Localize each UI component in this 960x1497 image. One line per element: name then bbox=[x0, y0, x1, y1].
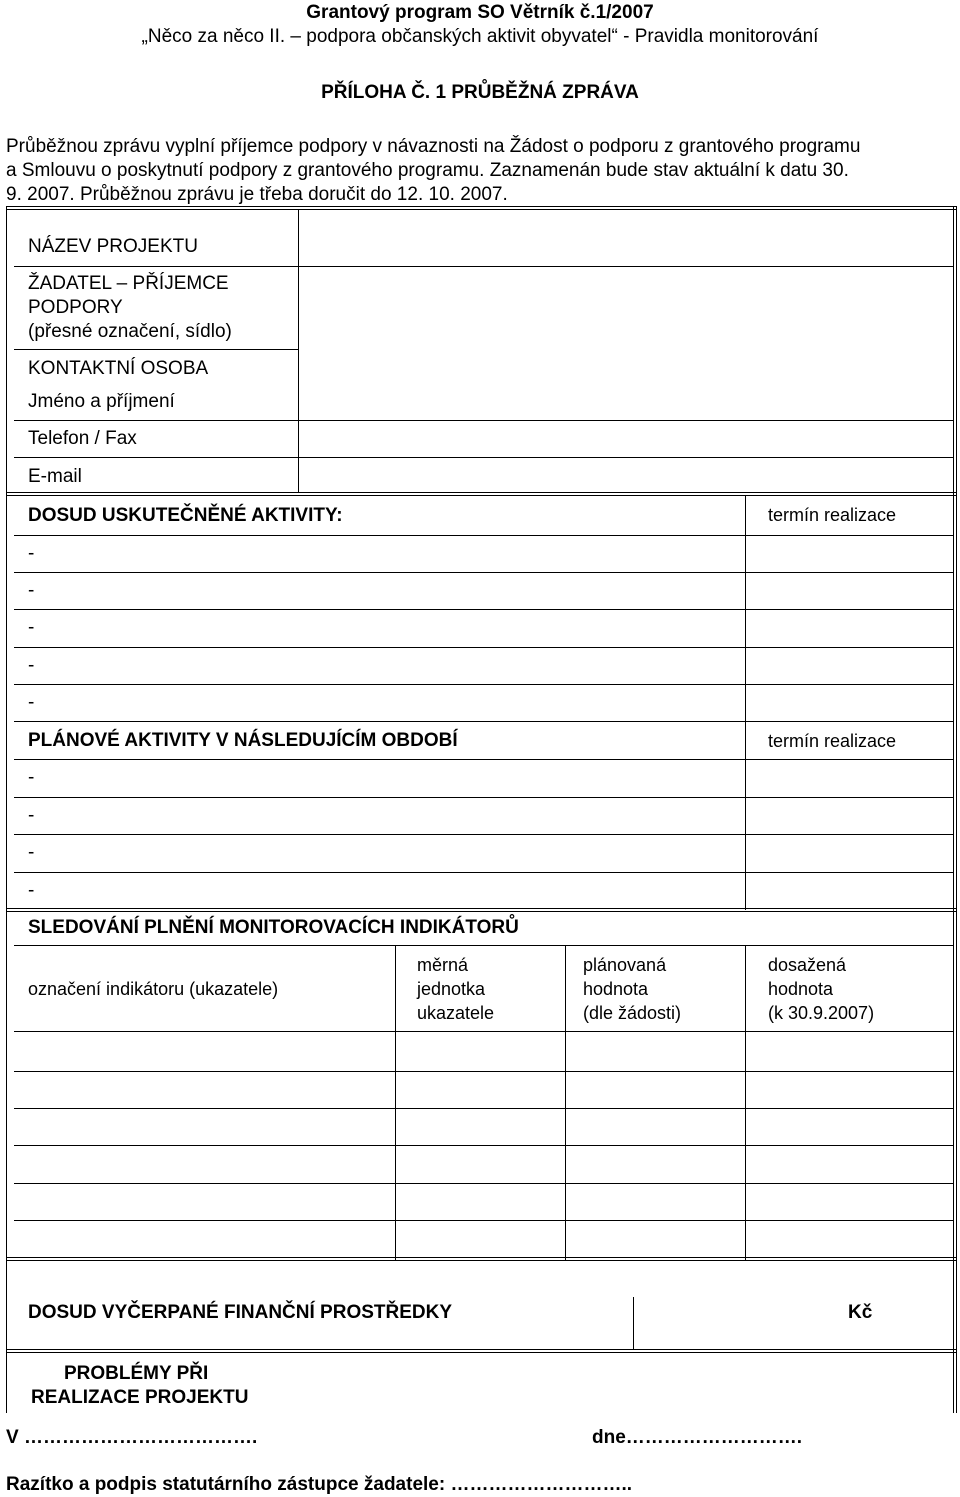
planned-activity-item: - bbox=[28, 805, 35, 826]
planned-value-column-line-3: (dle žádosti) bbox=[583, 1003, 682, 1023]
planned-activity-item: - bbox=[28, 880, 35, 901]
indicators-heading: SLEDOVÁNÍ PLNĚNÍ MONITOROVACÍCH INDIKÁTORŮ bbox=[28, 917, 519, 938]
intro-line-2: a Smlouvu o poskytnutí podpory z grantového programu. Zaznamenán bude stav aktuální k datu 30. bbox=[6, 160, 849, 181]
done-activity-item: - bbox=[28, 580, 35, 601]
intro-line-1: Průběžnou zprávu vyplní příjemce podpory v návaznosti na Žádost o podporu z grantového programu bbox=[6, 136, 861, 157]
unit-column-line-3: ukazatele bbox=[417, 1003, 495, 1023]
applicant-note: (přesné označení, sídlo) bbox=[28, 321, 232, 342]
done-activities-heading: DOSUD USKUTEČNĚNÉ AKTIVITY: bbox=[28, 505, 343, 526]
spent-funds-label: DOSUD VYČERPANÉ FINANČNÍ PROSTŘEDKY bbox=[28, 1302, 453, 1323]
contact-phone-label: Telefon / Fax bbox=[28, 428, 137, 449]
indicator-name-column: označení indikátoru (ukazatele) bbox=[28, 979, 279, 999]
project-name-label: NÁZEV PROJEKTU bbox=[28, 236, 198, 257]
done-activity-item: - bbox=[28, 617, 35, 638]
done-activity-item: - bbox=[28, 692, 35, 713]
intro-line-3: 9. 2007. Průběžnou zprávu je třeba doručit do 12. 10. 2007. bbox=[6, 184, 508, 205]
applicant-label-2: PODPORY bbox=[28, 297, 123, 318]
achieved-value-column-line-1: dosažená bbox=[768, 955, 847, 975]
planned-activities-term-label: termín realizace bbox=[768, 731, 897, 751]
done-activity-item: - bbox=[28, 655, 35, 676]
problems-label-2: REALIZACE PROJEKTU bbox=[31, 1387, 249, 1408]
contact-person-label: KONTAKTNÍ OSOBA bbox=[28, 358, 209, 379]
planned-activity-item: - bbox=[28, 767, 35, 788]
currency-label: Kč bbox=[848, 1302, 873, 1323]
contact-name-label: Jméno a příjmení bbox=[28, 391, 175, 412]
done-activities-term-label: termín realizace bbox=[768, 505, 897, 525]
problems-label-1: PROBLÉMY PŘI bbox=[64, 1363, 209, 1384]
date-line: dne………………………. bbox=[592, 1427, 803, 1448]
done-activity-item: - bbox=[28, 543, 35, 564]
contact-email-label: E-mail bbox=[28, 466, 82, 487]
appendix-heading: PŘÍLOHA Č. 1 PRŮBĚŽNÁ ZPRÁVA bbox=[321, 82, 639, 103]
planned-value-column-line-2: hodnota bbox=[583, 979, 649, 999]
applicant-label-1: ŽADATEL – PŘÍJEMCE bbox=[28, 273, 229, 294]
achieved-value-column-line-3: (k 30.9.2007) bbox=[768, 1003, 875, 1023]
signature-line: Razítko a podpis statutárního zástupce žadatele: ……………………….. bbox=[6, 1474, 633, 1495]
planned-value-column-line-1: plánovaná bbox=[583, 955, 667, 975]
place-line: V ………………………………. bbox=[6, 1427, 258, 1448]
unit-column-line-1: měrná bbox=[417, 955, 469, 975]
planned-activities-heading: PLÁNOVÉ AKTIVITY V NÁSLEDUJÍCÍM OBDOBÍ bbox=[28, 730, 458, 751]
planned-activity-item: - bbox=[28, 842, 35, 863]
document-title: Grantový program SO Větrník č.1/2007 bbox=[306, 2, 654, 23]
document-subtitle: „Něco za něco II. – podpora občanských aktivit obyvatel“ - Pravidla monitorování bbox=[141, 26, 819, 47]
unit-column-line-2: jednotka bbox=[417, 979, 486, 999]
achieved-value-column-line-2: hodnota bbox=[768, 979, 834, 999]
